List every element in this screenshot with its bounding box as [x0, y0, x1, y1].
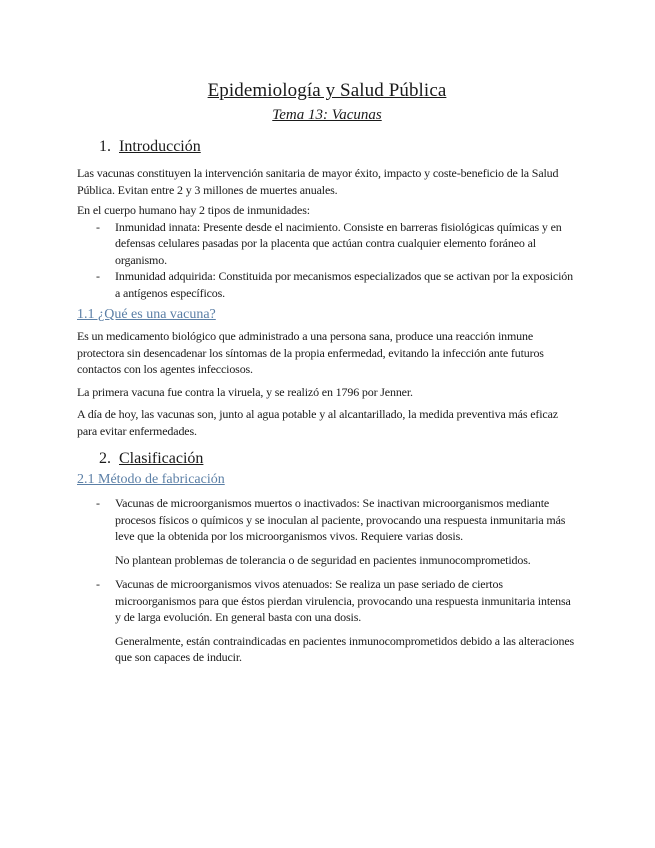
fabrication-method-list [77, 495, 577, 666]
section-title: Clasificación [119, 450, 204, 467]
list-item-text: Vacunas de microorganismos vivos atenuados: Se realiza un pase seriado de ciertos microorganismos para que éstos pierdan virulencia, provocando una respuesta inmunitaria intensa y de larga evolución. En general basta con una dosis. [115, 577, 571, 624]
intro-paragraph-2: En el cuerpo humano hay 2 tipos de inmunidades: [77, 203, 310, 217]
list-item-note: No plantean problemas de tolerancia o de seguridad en pacientes inmunocomprometidos. [115, 552, 531, 567]
vaccine-definition-paragraph: Es un medicamento biológico que administrado a una persona sana, produce una reacción inmune protectora sin desencadenar los síntomas de la propia enfermedad, evitando la infección ante futuros contactos con los agentes infecciosos. [77, 329, 544, 376]
section-title: Introducción [119, 138, 201, 155]
preventive-measure-paragraph: A día de hoy, las vacunas son, junto al agua potable y al alcantarillado, la medida preventiva más eficaz para evitar enfermedades. [77, 407, 558, 438]
section-heading-introduccion [99, 137, 577, 157]
section-heading-clasificacion [99, 449, 577, 469]
list-item-text: Inmunidad adquirida: Constituida por mecanismos especializados que se activan por la exposición a antígenos específicos. [115, 269, 573, 300]
first-vaccine-paragraph: La primera vacuna fue contra la viruela, y se realizó en 1796 por Jenner. [77, 384, 413, 399]
list-item-text: Inmunidad innata: Presente desde el nacimiento. Consiste en barreras fisiológicas químicas y en defensas celulares pasadas por la placenta que actúan contra cualquier elemento foráneo al organismo. [115, 219, 562, 267]
dash-bullet: - [96, 496, 100, 510]
list-item [77, 576, 577, 666]
list-item-note: Generalmente, están contraindicadas en pacientes inmunocomprometidos debido a las alteraciones que son capaces de inducir. [115, 633, 575, 664]
document-title: Epidemiología y Salud Pública [207, 80, 447, 101]
intro-paragraph-1: Las vacunas constituyen la intervención sanitaria de mayor éxito, impacto y coste-beneficio de la Salud Pública. Evitan entre 2 y 3 millones de muertes anuales. [77, 166, 559, 197]
subsection-heading-que-es-una-vacuna: 1.1 ¿Qué es una vacuna? [77, 307, 216, 322]
dash-bullet: - [96, 269, 100, 283]
list-item [77, 268, 577, 301]
subsection-heading-metodo-de-fabricacion: 2.1 Método de fabricación [77, 472, 225, 487]
section-number: 1. [99, 138, 111, 155]
list-item-text: Vacunas de microorganismos muertos o inactivados: Se inactivan microorganismos mediante procesos físicos o químicos y se inoculan al paciente, provocando una respuesta inmunitaria más leve que la obtenida por los microorganismos vivos. Requiere varias dosis. [115, 496, 566, 543]
list-item [77, 495, 577, 568]
section-number: 2. [99, 450, 111, 467]
dash-bullet: - [96, 577, 100, 591]
immunity-list [77, 219, 577, 302]
list-item [77, 219, 577, 269]
dash-bullet: - [96, 219, 100, 234]
document-subtitle: Tema 13: Vacunas [272, 107, 382, 123]
